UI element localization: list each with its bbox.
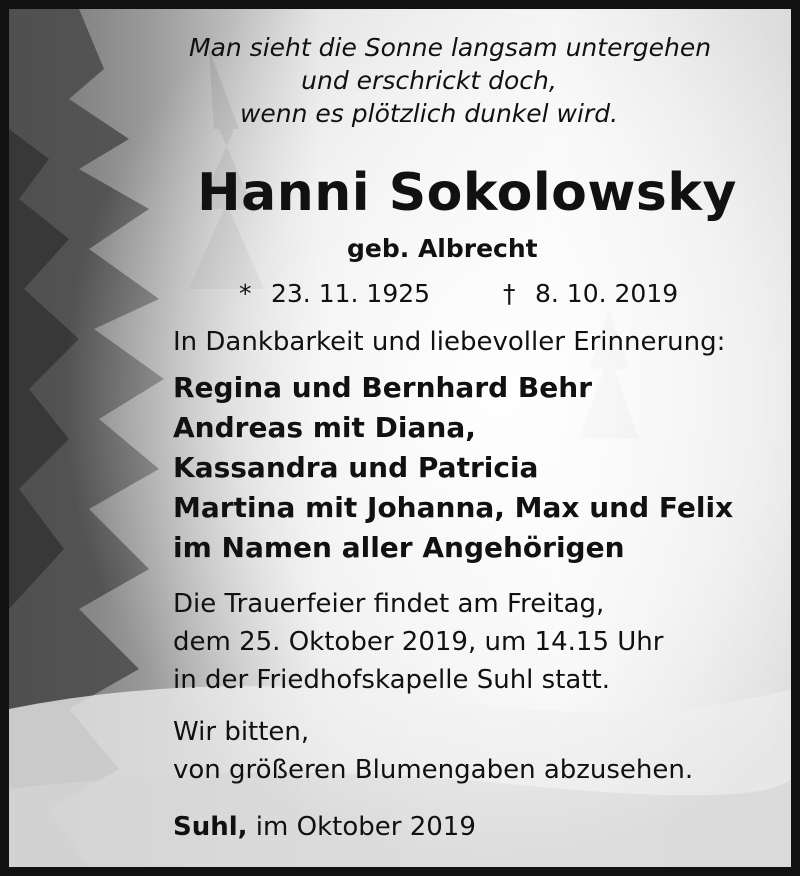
birth-date: 23. 11. 1925 (271, 279, 431, 308)
quote-line-1: Man sieht die Sonne langsam untergehen (189, 33, 712, 62)
mourner-line-2: Andreas mit Diana, (173, 411, 476, 444)
mourner-line-5: im Namen aller Angehörigen (173, 531, 625, 564)
request-line-1: Wir bitten, (173, 717, 310, 747)
maiden-name: geb. Albrecht (347, 234, 538, 263)
birth-symbol: * (239, 279, 252, 308)
death-date: 8. 10. 2019 (535, 279, 679, 308)
quote-line-3: wenn es plötzlich dunkel wird. (239, 99, 619, 128)
mourner-line-1: Regina und Bernhard Behr (173, 371, 593, 404)
notice-content (9, 9, 791, 867)
deceased-name: Hanni Sokolowsky (197, 163, 737, 223)
service-line-1: Die Trauerfeier findet am Freitag, (173, 589, 605, 619)
request-line-2: von größeren Blumengaben abzusehen. (173, 755, 694, 785)
gratitude-line: In Dankbarkeit und liebevoller Erinnerung: (173, 327, 726, 357)
quote-line-2: und erschrickt doch, (301, 66, 557, 95)
death-symbol: † (503, 279, 516, 308)
mourner-line-3: Kassandra und Patricia (173, 451, 539, 484)
notice-date: im Oktober 2019 (247, 812, 476, 842)
service-line-2: dem 25. Oktober 2019, um 14.15 Uhr (173, 627, 664, 657)
place-date-line (173, 814, 476, 840)
place-name: Suhl, (173, 812, 248, 842)
mourner-line-4: Martina mit Johanna, Max und Felix (173, 491, 734, 524)
service-line-3: in der Friedhofskapelle Suhl statt. (173, 665, 610, 695)
